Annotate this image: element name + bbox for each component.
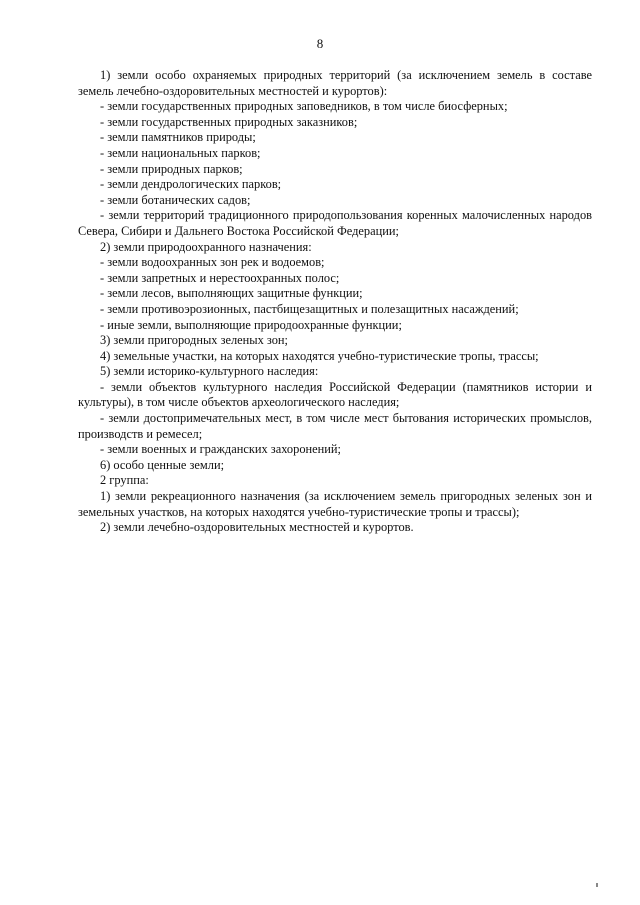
list-item-vodookhrannye-zony: - земли водоохранных зон рек и водоемов; [100,255,325,270]
paragraph-category-5-istoriko-kulturnye: 5) земли историко-культурного наследия: [100,364,319,379]
list-item-pamyatniki-prirody: - земли памятников природы; [100,130,256,145]
group-2-heading: 2 группа: [100,473,149,488]
paragraph-category-2-prirodookhrannye: 2) земли природоохранного назначения: [100,239,312,254]
document-body [78,68,592,536]
list-item-zakhoroneniya: - земли военных и гражданских захоронений; [100,442,341,457]
paragraph-category-6-osobo-tsennye: 6) особо ценные земли; [100,457,225,472]
paragraph-group-2-rekreatsionnye: 1) земли рекреационного назначения (за исключением земель пригородных зеленых зон и земельных участков, на которых находятся учебно-туристические тропы и трассы); [78,489,592,519]
list-item-zapovedniki: - земли государственных природных заповедников, в том числе биосферных; [100,99,508,114]
paragraph-group-2-kurorty: 2) земли лечебно-оздоровительных местностей и курортов. [100,520,414,535]
list-item-botanicheskie-sady: - земли ботанических садов; [100,192,251,207]
list-item-kulturnoe-nasledie: - земли объектов культурного наследия Российской Федерации (памятников истории и культуры), в том числе объектов археологического наследия; [78,379,592,410]
scan-mark [596,883,598,887]
list-item-dostoprimechatelnye-mesta: - земли достопримечательных мест, в том числе мест бытования исторических промыслов, производств и ремесел; [78,411,592,441]
paragraph-category-1-oopt: 1) земли особо охраняемых природных территорий (за исключением земель в составе земель лечебно-оздоровительных местностей и курортов): [78,68,592,98]
list-item-zapretnye-polosy: - земли запретных и нерестоохранных полос; [100,270,340,285]
list-item-prirodnye-parki: - земли природных парков; [100,161,243,176]
list-item-natsionalnye-parki: - земли национальных парков; [100,145,261,160]
list-item-dendroparki: - земли дендрологических парков; [100,177,282,192]
list-item-inye-zemli: - иные земли, выполняющие природоохранные функции; [100,317,402,332]
paragraph-category-4-tropy: 4) земельные участки, на которых находятся учебно-туристические тропы, трассы; [100,348,539,363]
list-item-lesa-zashchitnye: - земли лесов, выполняющих защитные функции; [100,286,363,301]
paragraph-category-3-prigorodnye: 3) земли пригородных зеленых зон; [100,333,288,348]
list-item-traditsionnoe-prirodopolzovanie: - земли территорий традиционного природопользования коренных малочисленных народов Севера, Сибири и Дальнего Востока Российской Федерации; [78,208,592,238]
list-item-zakazniki: - земли государственных природных заказников; [100,114,358,129]
page-number: 8 [316,36,324,51]
list-item-protivoerozionnye: - земли противоэрозионных, пастбищезащитных и полезащитных насаждений; [100,301,519,316]
